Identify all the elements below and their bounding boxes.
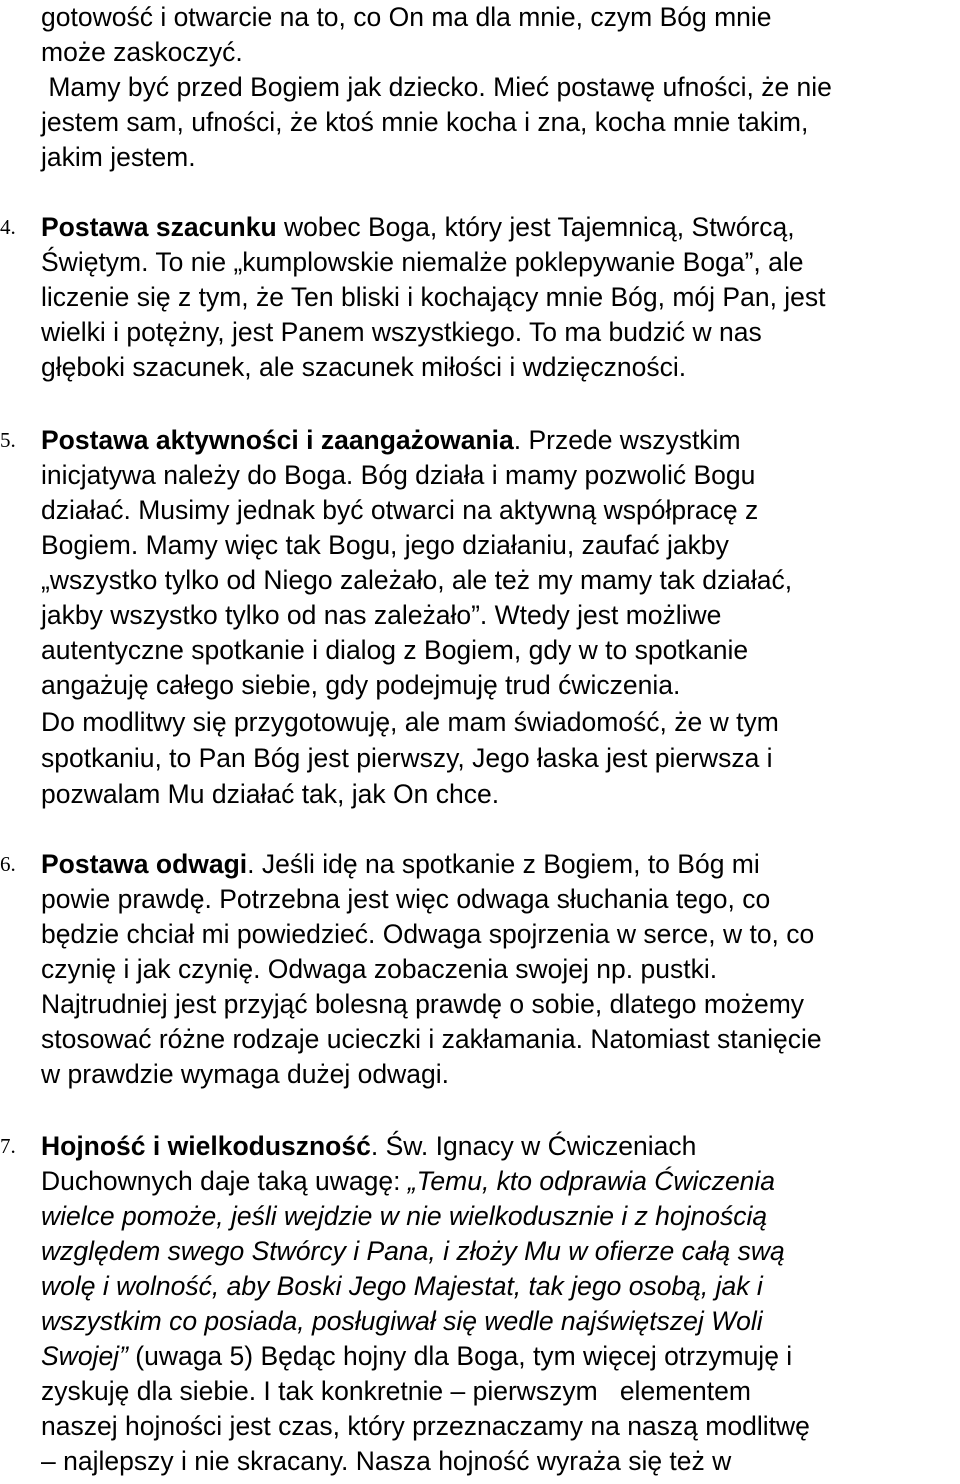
text-line: Hojność i wielkoduszność. Św. Ignacy w Ćwiczeniach [41, 1131, 697, 1161]
text-line: inicjatywa należy do Boga. Bóg działa i mamy pozwolić Bogu [41, 460, 756, 490]
text-line: jakby wszystko tylko od nas zależało”. Wtedy jest możliwe [41, 600, 722, 630]
list-number: 6. [0, 852, 16, 876]
text-line [41, 1269, 763, 1304]
quote-italic: wielce pomoże, jeśli wejdzie w nie wielkodusznie i z hojnością [41, 1201, 768, 1231]
text-line: „wszystko tylko od Niego zależało, ale też my mamy tak działać, [41, 565, 793, 595]
text-line: – najlepszy i nie skracany. Nasza hojność wyraża się też w [41, 1446, 732, 1476]
list-number: 5. [0, 428, 16, 452]
text-line: stosować różne rodzaje ucieczki i zakłamania. Natomiast stanięcie [41, 1024, 822, 1054]
text-line: w prawdzie wymaga dużej odwagi. [41, 1059, 450, 1089]
text-line: Postawa odwagi. Jeśli idę na spotkanie z Bogiem, to Bóg mi [41, 849, 760, 879]
text-line: Swojej” (uwaga 5) Będąc hojny dla Boga, tym więcej otrzymuję i [41, 1341, 793, 1371]
text-line: będzie chciał mi powiedzieć. Odwaga spojrzenia w serce, w to, co [41, 919, 815, 949]
text-line: angażuję całego siebie, gdy podejmuję trud ćwiczenia. [41, 670, 681, 700]
text-line: Do modlitwy się przygotowuję, ale mam świadomość, że w tym [41, 707, 779, 737]
text-line: jakim jestem. [41, 142, 196, 172]
text-line: liczenie się z tym, że Ten bliski i kochający mnie Bóg, mój Pan, jest [41, 282, 826, 312]
text-line: wielki i potężny, jest Panem wszystkiego. To ma budzić w nas [41, 317, 762, 347]
text-line: powie prawdę. Potrzebna jest więc odwaga słuchania tego, co [41, 884, 771, 914]
heading-bold: Postawa szacunku [41, 212, 277, 242]
list-number: 7. [0, 1134, 16, 1158]
text-line: Świętym. To nie „kumplowskie niemalże poklepywanie Boga”, ale [41, 247, 804, 277]
text-line: autentyczne spotkanie i dialog z Bogiem, gdy w to spotkanie [41, 635, 749, 665]
quote-italic: „Temu, kto odprawia Ćwiczenia [407, 1166, 776, 1196]
quote-italic: wszystkim co posiada, posługiwał się wedle najświętszej Woli [41, 1306, 763, 1336]
quote-italic: Swojej” [41, 1341, 128, 1371]
list-number: 4. [0, 215, 16, 239]
text-line: zyskuję dla siebie. I tak konkretnie – pierwszym elementem [41, 1376, 751, 1406]
quote-italic: wolę i wolność, aby Boski Jego Majestat, tak jego osobą, jak i [41, 1271, 763, 1301]
heading-bold: Postawa odwagi [41, 849, 248, 879]
text-line: może zaskoczyć. [41, 37, 243, 67]
text-line: naszej hojności jest czas, który przeznaczamy na naszą modlitwę [41, 1411, 810, 1441]
text-line: głęboki szacunek, ale szacunek miłości i wdzięczności. [41, 352, 687, 382]
quote-italic: względem swego Stwórcy i Pana, i złoży Mu w ofierze całą swą [41, 1236, 785, 1266]
text-line: Duchownych daje taką uwagę: „Temu, kto odprawia Ćwiczenia [41, 1166, 776, 1196]
heading-bold: Hojność i wielkoduszność [41, 1131, 371, 1161]
heading-bold: Postawa aktywności i zaangażowania [41, 425, 514, 455]
text-line [41, 1199, 767, 1234]
text-line: Postawa aktywności i zaangażowania. Przede wszystkim [41, 425, 741, 455]
text-line: czynię i jak czynię. Odwaga zobaczenia swojej np. pustki. [41, 954, 718, 984]
text-line [41, 1234, 785, 1269]
text-line: jestem sam, ufności, że ktoś mnie kocha i zna, kocha mnie takim, [41, 107, 809, 137]
text-line: Postawa szacunku wobec Boga, który jest Tajemnicą, Stwórcą, [41, 212, 795, 242]
text-line: działać. Musimy jednak być otwarci na aktywną współpracę z [41, 495, 759, 525]
text-line: Najtrudniej jest przyjąć bolesną prawdę o sobie, dlatego możemy [41, 989, 805, 1019]
text-line: Bogiem. Mamy więc tak Bogu, jego działaniu, zaufać jakby [41, 530, 729, 560]
text-line [41, 1304, 763, 1339]
text-line: gotowość i otwarcie na to, co On ma dla mnie, czym Bóg mnie [41, 2, 772, 32]
text-line: spotkaniu, to Pan Bóg jest pierwszy, Jego łaska jest pierwsza i [41, 743, 773, 773]
text-line: pozwalam Mu działać tak, jak On chce. [41, 779, 500, 809]
text-line: Mamy być przed Bogiem jak dziecko. Mieć postawę ufności, że nie [41, 72, 832, 102]
